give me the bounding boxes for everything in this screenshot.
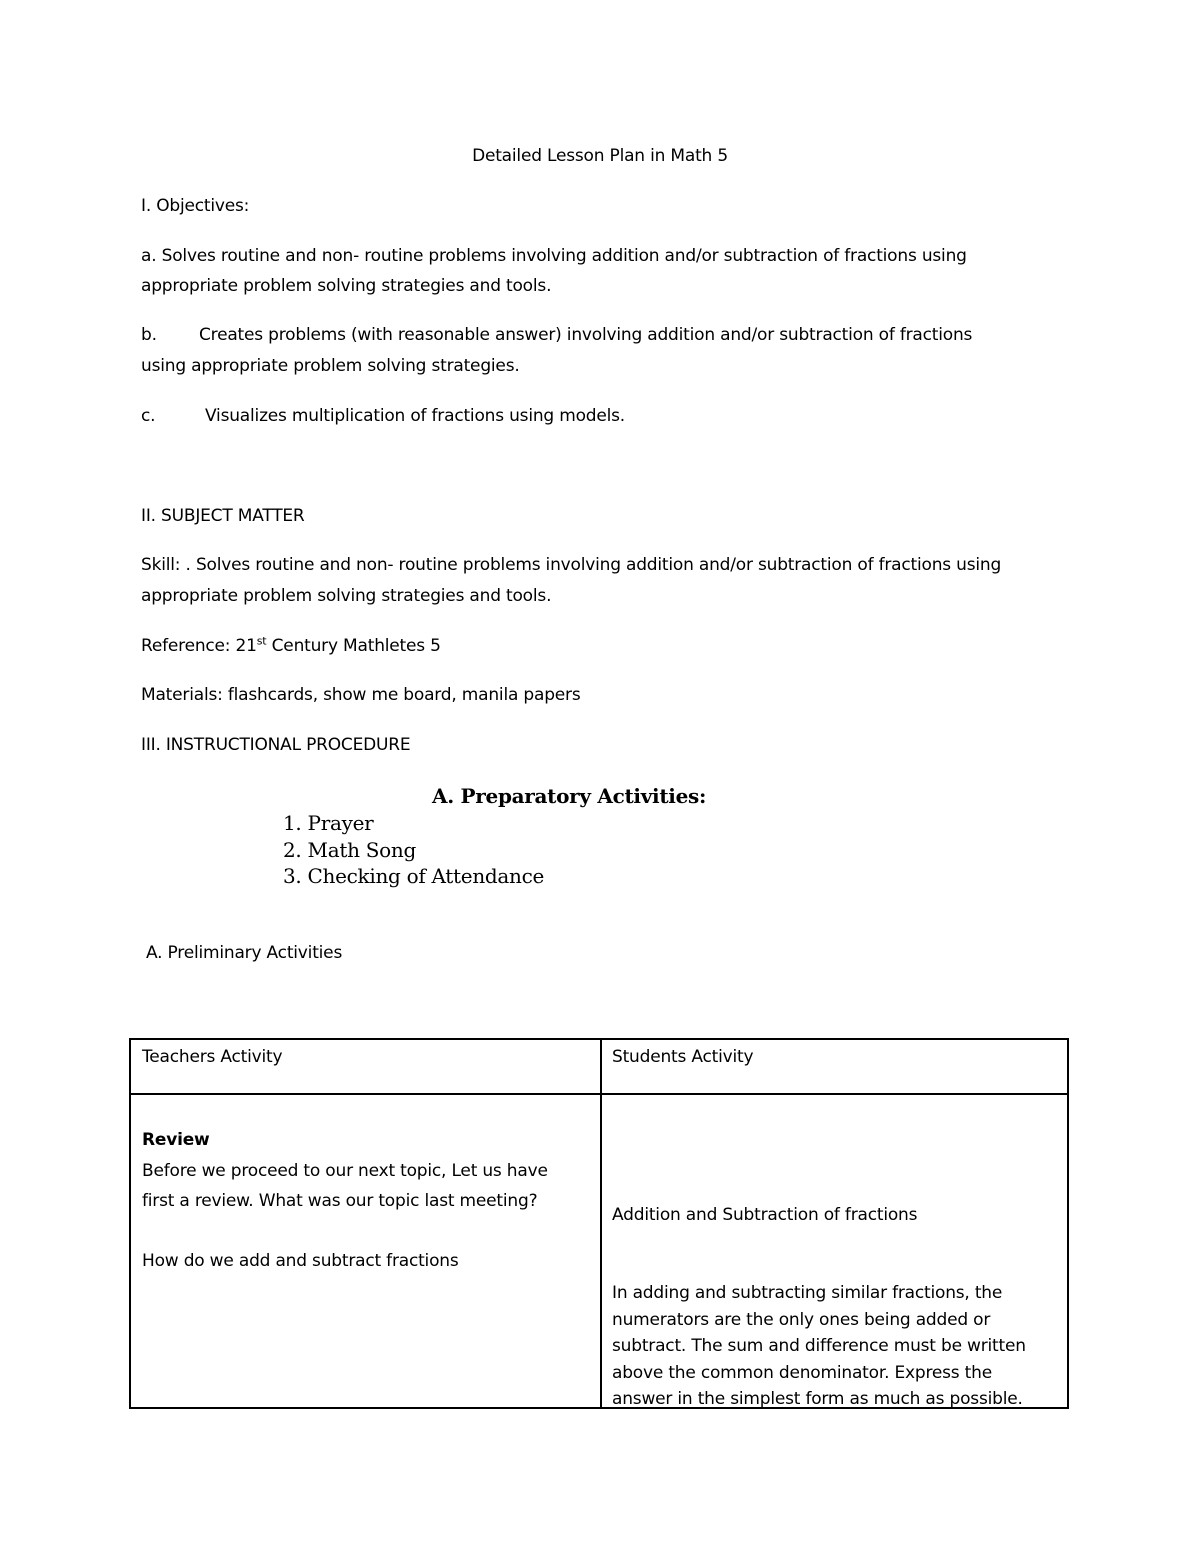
preliminary-heading: A. Preliminary Activities bbox=[146, 943, 343, 963]
objective-a-line1: a. Solves routine and non- routine problems involving addition and/or subtraction of fractions using bbox=[141, 246, 967, 266]
preparatory-item: 3. Checking of Attendance bbox=[283, 864, 545, 888]
student-answer2-line: above the common denominator. Express the bbox=[612, 1362, 992, 1383]
teachers-activity-header: Teachers Activity bbox=[142, 1047, 283, 1067]
materials-line: Materials: flashcards, show me board, manila papers bbox=[141, 685, 581, 705]
review-line1: Before we proceed to our next topic, Let us have bbox=[142, 1161, 548, 1181]
reference-superscript: st bbox=[256, 634, 267, 648]
student-answer2-line: In adding and subtracting similar fractions, the bbox=[612, 1283, 1003, 1303]
subject-matter-heading: II. SUBJECT MATTER bbox=[141, 506, 305, 526]
student-answer1: Addition and Subtraction of fractions bbox=[612, 1205, 918, 1225]
objectives-heading: I. Objectives: bbox=[141, 196, 250, 216]
objective-c-marker: c. bbox=[141, 406, 156, 426]
preparatory-item: 1. Prayer bbox=[283, 811, 374, 835]
reference-prefix: Reference: 21 bbox=[141, 636, 257, 656]
table-header-divider bbox=[131, 1093, 1067, 1095]
preparatory-item: 2. Math Song bbox=[283, 838, 416, 862]
document-title: Detailed Lesson Plan in Math 5 bbox=[472, 146, 728, 166]
skill-line2: appropriate problem solving strategies and tools. bbox=[141, 586, 552, 606]
objective-b-marker: b. bbox=[141, 325, 157, 345]
activity-table bbox=[129, 1038, 1069, 1409]
review-label: Review bbox=[142, 1130, 210, 1150]
reference-line bbox=[141, 631, 441, 661]
review-line2: first a review. What was our topic last meeting? bbox=[142, 1191, 538, 1211]
student-answer2-line: subtract. The sum and difference must be written bbox=[612, 1336, 1026, 1356]
skill-line1: Skill: . Solves routine and non- routine problems involving addition and/or subtraction of fractions using bbox=[141, 555, 1002, 575]
students-activity-header: Students Activity bbox=[612, 1047, 754, 1067]
preparatory-heading: A. Preparatory Activities: bbox=[432, 784, 707, 808]
table-column-divider bbox=[600, 1040, 602, 1407]
teacher-question2: How do we add and subtract fractions bbox=[142, 1251, 459, 1271]
reference-suffix: Century Mathletes 5 bbox=[266, 636, 441, 656]
objective-b-line1: Creates problems (with reasonable answer) involving addition and/or subtraction of fractions bbox=[199, 325, 973, 345]
objective-a-line2: appropriate problem solving strategies and tools. bbox=[141, 276, 552, 296]
student-answer2-line: answer in the simplest form as much as possible. bbox=[612, 1389, 1023, 1409]
objective-c-line1: Visualizes multiplication of fractions using models. bbox=[205, 406, 626, 426]
procedure-heading: III. INSTRUCTIONAL PROCEDURE bbox=[141, 735, 411, 755]
objective-b-line2: using appropriate problem solving strategies. bbox=[141, 356, 520, 376]
student-answer2-line: numerators are the only ones being added or bbox=[612, 1309, 991, 1330]
